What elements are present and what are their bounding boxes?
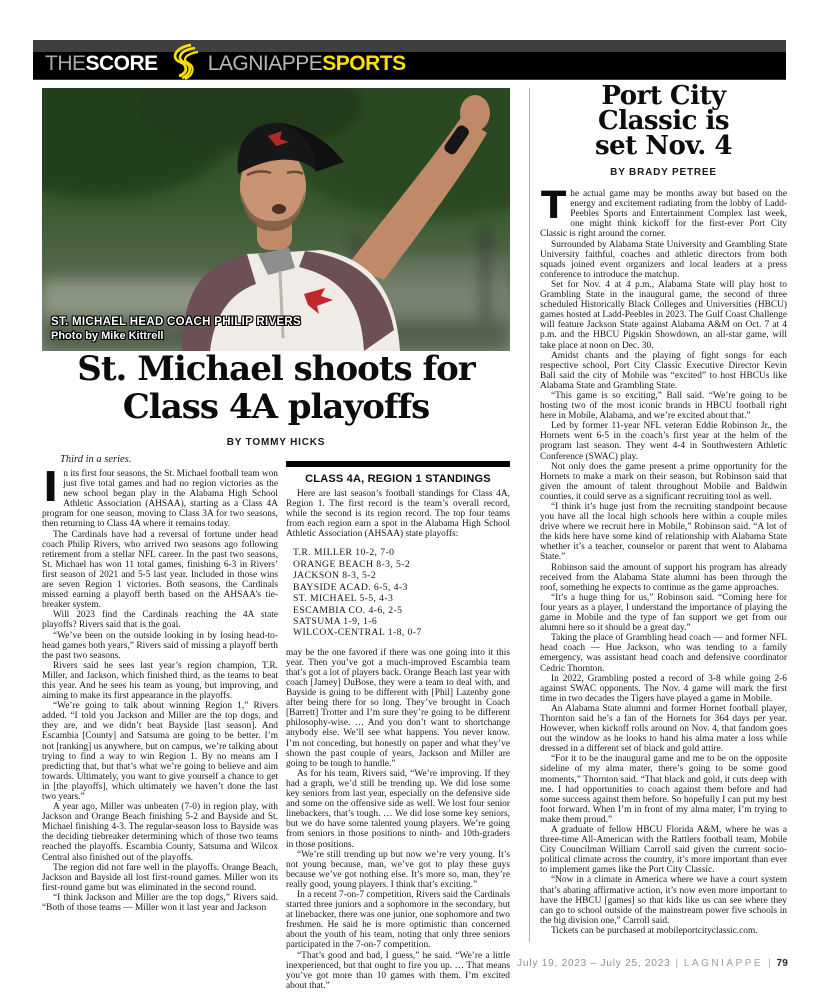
- paragraph: In a recent 7-on-7 competition, Rivers said the Cardinals started three juniors and a sophomore in the secondary, but at linebacker, there was one junior, one sophomore and two freshmen. He said he is more optimistic than concerned about the youth of his team, noting that only three seniors participated in the 7-on-7 competition.: [286, 889, 510, 951]
- series-note: Third in a series.: [60, 454, 132, 465]
- footer-page-number: 79: [776, 958, 788, 969]
- paragraph: “I think it’s huge just from the recruiting standpoint because you have all the local high schools here within a couple miles drive where we recruit here in Mobile,” Robinson said. “A lot of the kids here have some kind of relationship with Alabama State whether it’s a teacher, counselor or parent that went to Alabama State.”: [540, 502, 787, 563]
- standings-top-bar: [286, 461, 510, 467]
- lead-paragraph: [42, 463, 278, 530]
- paragraph: “It’s a huge thing for us,” Robinson said. “Coming here for four years as a player, I understand the importance of playing the game in Mobile and the type of fan support we get from our alumni here so it should be a great day.”: [540, 592, 787, 634]
- masthead-score: SCORE: [85, 52, 158, 75]
- paragraph: Rivers said he sees last year’s region champion, T.R. Miller, and Jackson, which finished third, as the teams to beat this year. And he sees his team as young, but improving, and aiming to make its first appearance in the playoffs.: [42, 660, 278, 702]
- footer-divider: |: [675, 958, 679, 969]
- paragraph: In 2022, Grambling posted a record of 3-8 while going 2-6 against SWAC opponents. The Nov. 4 game will mark the first time in two decades the Tigers have played a game in Mobile.: [540, 673, 787, 704]
- paragraph: Led by former 11-year NFL veteran Eddie Robinson Jr., the Hornets went 6-5 in the coach’s first year at the helm of the program last season. They went 4-4 in Southwestern Athletic Conference (SWAC) play.: [540, 421, 787, 462]
- standings-row: JACKSON 8-3, 5-2: [293, 570, 377, 582]
- secondary-headline-line1: Port City: [601, 81, 726, 111]
- article-column-2: [286, 461, 510, 991]
- photo-caption-credit: Photo by Mike Kittrell: [51, 330, 164, 342]
- paragraph: An Alabama State alumni and former Hornet football player, Thornton said he’s a fan of the Hornets for 364 days per year. However, when kickoff rolls around on Nov. 4, that fandom goes out the window as he looks to hand his alma mater a loss while dressed in a different set of black and gold attire.: [540, 703, 787, 755]
- standings-row: T.R. MILLER 10-2, 7-0: [293, 547, 395, 559]
- secondary-byline: BY BRADY PETREE: [610, 167, 717, 178]
- secondary-paragraphs: [540, 240, 787, 936]
- column-divider: [529, 88, 530, 942]
- paragraph: Set for Nov. 4 at 4 p.m., Alabama State will play host to Grambling State in the inaugural game, the second of three scheduled Historically Black Colleges and Universities (HBCU) games hosted at Ladd-Peebles in 2023. The Gulf Coast Challenge will feature Jackson State against Alabama A&M on Oct. 7 at 4 p.m. and the HBCU Pigskin Showdown, an all-star game, will take place at noon on Dec. 30.: [540, 279, 787, 351]
- standings-row: SATSUMA 1-9, 1-6: [293, 615, 378, 627]
- drop-cap-i: I: [43, 463, 59, 511]
- paragraph: Amidst chants and the playing of fight songs for each respective school, Port City Classic Executive Director Kevin Ball said the city of Mobile was “excited” to host HBCUs like Alabama State and Grambling State.: [540, 350, 787, 391]
- paragraph: A graduate of fellow HBCU Florida A&M, where he was a three-time All-American with the Rattlers football team, Mobile City Councilman William Carroll said given the current socio-political climate across the country, it’s more important than ever to implement games like the Port City Classic.: [540, 825, 787, 876]
- masthead-the: THE: [45, 52, 86, 75]
- standings-intro: Here are last season’s football standings for Class 4A, Region 1. The first record is the team’s overall record, while the second is its region record. The top four teams from each region earn a spot in the Alabama High School Athletic Association (AHSAA) state playoffs:: [286, 489, 510, 540]
- paragraph: Robinson said the amount of support his program has already received from the Alabama State alumni has been through the roof, something he expects to continue as the game approaches.: [540, 562, 787, 593]
- standings-row: WILCOX-CENTRAL 1-8, 0-7: [293, 627, 422, 639]
- standings-title: CLASS 4A, REGION 1 STANDINGS: [305, 473, 491, 485]
- paragraph: “For it to be the inaugural game and me to be on the opposite sideline of my alma mater, there’s going to be some good moments,” Thornton said. “That black and gold, it cuts deep with me. I had opportunities to coach against them before and had some success against them before. So hopefully I can put my best foot forward. When I’m in front of my alma mater, I’m trying to make them proud.”: [540, 754, 787, 825]
- article-column-1: [42, 463, 278, 914]
- main-headline-line1: St. Michael shoots for: [77, 349, 475, 389]
- secondary-article: [540, 81, 787, 936]
- paragraph: “We’ve been on the outside looking in by losing head-to-head games both years,” Rivers said of missing a playoff berth the past two seasons.: [42, 630, 278, 661]
- secondary-headline-line2: Classic is: [598, 106, 729, 136]
- main-byline: BY TOMMY HICKS: [226, 437, 326, 448]
- main-headline: [42, 350, 510, 426]
- paragraph: “That’s good and bad, I guess,” he said. “We’re a little inexperienced, but that ought to fire you up. … That means you’ve got more than 10 games with them. I’m excited about that.”: [286, 950, 510, 991]
- standings-row: ST. MICHAEL 5-5, 4-3: [293, 593, 394, 605]
- page-footer: [517, 958, 788, 969]
- coach-illustration: [42, 88, 510, 351]
- paragraph: “This game is so exciting,” Ball said. “We’re going to be hosting two of the most iconic brands in HBCU football right here in Mobile, Alabama, and we’re excited about that.”: [540, 390, 787, 422]
- paragraph: Will 2023 find the Cardinals reaching the 4A state playoffs? Rivers said that is the goal.: [42, 610, 278, 631]
- photo-caption-title: ST. MICHAEL HEAD COACH PHILIP RIVERS: [51, 316, 301, 328]
- paragraph: Not only does the game present a prime opportunity for the Hornets to make a mark on their season, but Robinson said that given the amount of talent throughout Mobile and Baldwin counties, it could serve as a significant recruiting tool as well.: [540, 461, 787, 502]
- standings-row: ORANGE BEACH 8-3, 5-2: [293, 558, 411, 570]
- paragraph: As for his team, Rivers said, “We’re improving. If they had a graph, we’d still be trending up. We did lose some key seniors from last year, especially on the defensive side and some on the offensive side as well. We lost four senior linebackers, that’s tough. … We did lose some key seniors, but we do have some talented young players. We’re going from seniors in those positions to ninth- and 10th-graders in those positions.: [286, 768, 510, 850]
- paragraph: A year ago, Miller was unbeaten (7-0) in region play, with Jackson and Orange Beach finishing 5-2 and Bayside and St. Michael finishing 4-3. The regular-season loss to Bayside was the deciding tiebreaker determining which of those two teams reached the playoffs. Escambia County, Satsuma and Wilcox Central also finished out of the playoffs.: [42, 802, 278, 863]
- paragraph: Taking the place of Grambling head coach — and former NFL head coach — Hue Jackson, who was tending to a family emergency, was assistant head coach and defensive coordinator Cedric Thornton.: [540, 633, 787, 674]
- paragraph: “We’re going to talk about winning Region 1,” Rivers added. “I told you Jackson and Miller are the top dogs, and they are, and we didn’t beat Bayside [last season]. And Escambia [County] and Satsuma are going to be better. I’m not [ranking] us anywhere, but on campus, we’re talking about trying to find a way to win Region 1. By no means am I predicting that, but that’s what we’re going to believe and aim towards. Ultimately, you want to give yourself a chance to get in [the playoffs], which ultimately we haven’t done the last two years.”: [42, 701, 278, 802]
- footer-brand: LAGNIAPPE: [683, 958, 764, 969]
- column1-paragraphs: [42, 530, 278, 914]
- paragraph: Tickets can be purchased at mobileportcityclassic.com.: [551, 925, 758, 936]
- secondary-headline-line3: set Nov. 4: [594, 131, 733, 161]
- lead-paragraph-secondary: [540, 184, 787, 240]
- paragraph: “Now in a climate in America where we have a court system that’s abating affirmative action, it’s now even more important to have the HBCU [games] so that kids like us can see where they can go to school outside of the mainstream power five schools in the big division one,” Carroll said.: [540, 875, 787, 926]
- paragraph: “I think Jackson and Miller are the top dogs,” Rivers said. “Both of those teams — Miller won it last year and Jackson: [42, 892, 278, 914]
- standings-row: BAYSIDE ACAD. 6-5, 4-3: [293, 581, 408, 593]
- masthead-sports: SPORTS: [322, 52, 406, 75]
- standings-rows: [293, 547, 510, 638]
- lead-text: n its first four seasons, the St. Michael football team won just five total games and had no region victories as the new school began play in the Alabama High School Athletic Association (AHSAA), starting as a Class 4A program for one season, moving to Class 3A for two seasons, then returning to Class 4A where it remains today.: [42, 469, 278, 530]
- paragraph: Surrounded by Alabama State University and Grambling State University faithful, coaches and athletic directors from both squads joined event organizers and local leaders at a press conference to introduce the matchup.: [540, 239, 787, 280]
- main-headline-line2: Class 4A playoffs: [122, 387, 430, 427]
- lead-text-secondary: he actual game may be months away but based on the energy and excitement radiating from the lobby of Ladd-Peebles Sports and Entertainment Complex last week, one might think kickoff for the first-ever Port City Classic is right around the corner.: [540, 189, 787, 240]
- footer-divider: |: [768, 958, 772, 969]
- paragraph: “We’re still trending up but now we’re very young. It’s not young because, man, we’ve got to play these guys because we’ve got nothing else. It’s more so, man, they’re really good, young players. I think that’s exciting.”: [286, 849, 510, 890]
- column2-paragraphs: [286, 769, 510, 991]
- score-logo-icon: [167, 42, 199, 85]
- masthead-lagniappe: LAGNIAPPE: [207, 52, 323, 75]
- standings-box: [286, 461, 510, 639]
- footer-date-range: July 19, 2023 – July 25, 2023: [517, 958, 671, 969]
- paragraph: The Cardinals have had a reversal of fortune under head coach Philip Rivers, who arrived two seasons ago following retirement from a stellar NFL career. In the past two seasons, St. Michael has won 11 total games, finishing 6-3 in Rivers’ first season of 2021 and 5-5 last year. Included in those wins are seven Region 1 victories. Both seasons, the Cardinals missed earning a playoff berth based on the AHSAA’s tie-breaker system.: [42, 529, 278, 611]
- drop-cap-t: T: [541, 184, 567, 228]
- continuation-paragraph: may be the one favored if there was one going into it this year. Then you’ve got a much-improved Escambia team that’s got a lot of players back. Orange Beach last year with coach [Jamey] DuBose, they were a team to deal with, and Bayside is going to be different with [Phil] Lazenby gone after being there for so long. They’ve brought in Coach [Barrett] Trotter and I’m sure they’re going to be different philosophy-wise. … And you don’t want to shortchange anybody else. We’ll see what happens. You never know. I’m not conceding, but honestly on paper and what they’ve shown the past couple of years, Jackson and Miller are going to be tough to handle.”: [286, 647, 510, 769]
- photo-caption: [51, 315, 301, 343]
- masthead-banner: [33, 40, 786, 80]
- paragraph: The region did not fare well in the playoffs. Orange Beach, Jackson and Bayside all lost first-round games. Miller won its first-round game but was eliminated in the second round.: [42, 862, 278, 893]
- masthead-logo-row: [45, 48, 406, 80]
- standings-row: ESCAMBIA CO. 4-6, 2-5: [293, 604, 403, 616]
- secondary-headline: [540, 81, 787, 161]
- lead-photo: [42, 88, 510, 351]
